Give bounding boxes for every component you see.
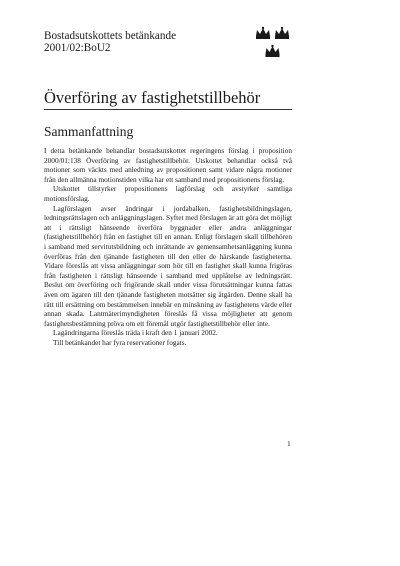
committee-name: Bostadsutskottets betänkande bbox=[44, 30, 177, 42]
summary-paragraph: Lagändringarna föreslås träda i kraft den 1 januari 2002. bbox=[53, 328, 218, 338]
report-number: 2001/02:BoU2 bbox=[44, 42, 111, 54]
summary-paragraph: Till betänkandet har fyra reservationer fogats. bbox=[53, 337, 187, 347]
page-number: 1 bbox=[287, 439, 291, 448]
summary-body bbox=[44, 146, 292, 347]
summary-paragraph: Lagförslagen avser ändringar i jordabalken, fastighetsbildningslagen, ledningsrättslagen och anläggningslagen. Syftet med förslagen är att göra det möjligt att i rättsligt hänseende överföra byggnader eller andra anläggningar (fastighetstillbehör) från en fastighet till en annan. Enligt förslagen skall tillbehören i samband med servitutsbildning och inrättande av gemensamhetsanläggning kunna överföras från den tjänande fastigheten till den eller de härskande fastigheterna. Vidare föreslås att vissa anläggningar som hör till en fastighet skall kunna frigöras från fastigheten i rättsligt hänseende i samband med upplåtelse av ledningsrätt. Beslut om överföring och frigörande skall under vissa förutsättningar kunna fattas även om ägaren till den tjänande fastigheten motsätter sig åtgärden. Denne skall ha rätt till ersättning om bestämmelsen innebär en minskning av fastighetens värde eller annan skada. Lantmäterimyndigheten föreslås få vissa möjligheter att genom fastighetsbestämning pröva om ett föremål utgör fastighetstillbehör eller inte. bbox=[44, 203, 292, 328]
title-divider bbox=[44, 109, 292, 110]
three-crowns-icon bbox=[254, 26, 292, 60]
summary-paragraph: Utskottet tillstyrker propositionens lagförslag och avstyrker samtliga motionsförslag. bbox=[44, 184, 292, 203]
summary-paragraph: I detta betänkande behandlar bostadsutskottet regeringens förslag i proposition 2000/01:138 Överföring av fastighetstillbehör. Utskottet behandlar också två motioner som väckts med anledning av propositionen samt vidare några motioner från den allmänna motionstiden vilka har ett samband med propositionens förslag. bbox=[44, 146, 292, 184]
document-title: Överföring av fastighetstillbehör bbox=[44, 88, 261, 107]
section-heading: Sammanfattning bbox=[44, 124, 134, 139]
